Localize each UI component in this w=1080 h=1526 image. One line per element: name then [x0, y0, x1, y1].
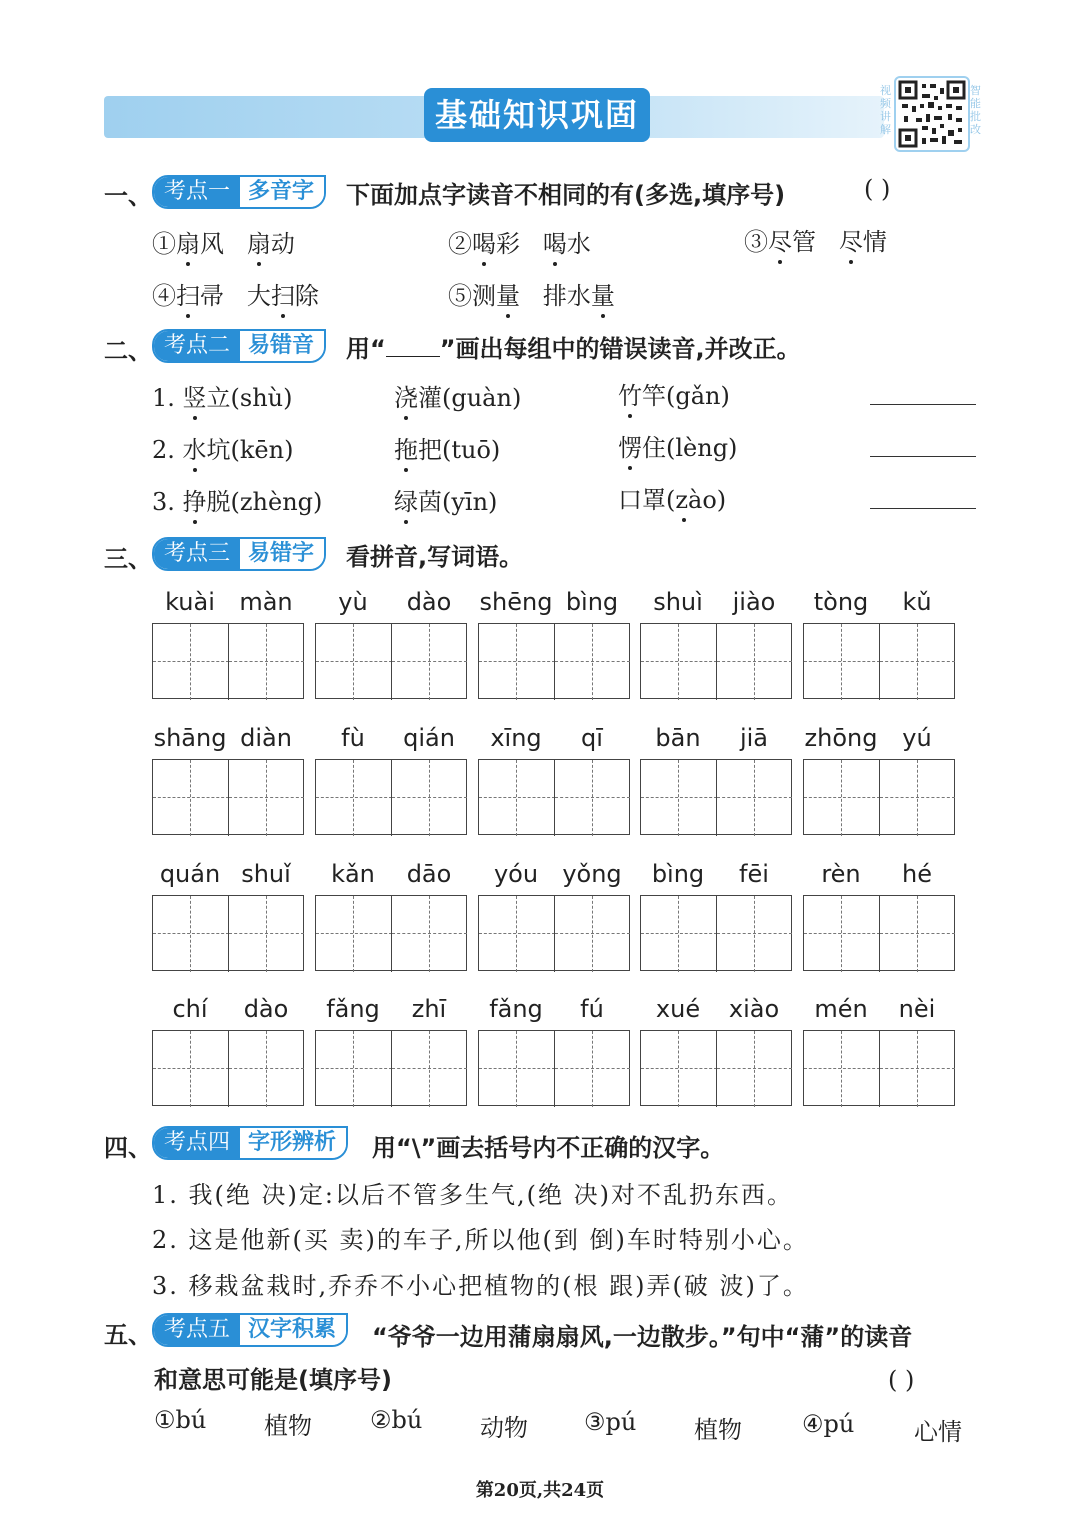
section-1-instruction: 下面加点字读音不相同的有(多选,填序号): [346, 181, 786, 209]
writing-box[interactable]: [640, 1030, 792, 1106]
writing-cell[interactable]: [879, 1031, 955, 1107]
writing-box[interactable]: [315, 895, 467, 971]
pinyin-label: fēi: [739, 860, 769, 888]
writing-box[interactable]: [803, 759, 955, 835]
qr-code-icon: [898, 80, 966, 148]
writing-cell[interactable]: [479, 1031, 555, 1107]
s2-row-2-answer-line[interactable]: [870, 456, 976, 457]
section-5-answer-blank[interactable]: ( ): [888, 1366, 915, 1394]
pinyin-label: jiào: [732, 588, 776, 616]
writing-cell[interactable]: [554, 624, 630, 700]
s4-line-3[interactable]: 3. 移栽盆栽时,乔乔不小心把植物的(根 跟)弄(破 波)了。: [152, 1272, 809, 1300]
writing-cell[interactable]: [391, 624, 467, 700]
s1-item-4: ④扫帚 大扫除: [152, 282, 319, 310]
s2-row-2-c: 愣住(lèng): [618, 434, 738, 462]
s5-option-1-label: ①bú: [154, 1406, 207, 1434]
qr-code[interactable]: [894, 76, 970, 152]
writing-box[interactable]: [315, 759, 467, 835]
s2-row-1-b: 浇灌(guàn): [394, 384, 522, 412]
s5-option-4-label: ④pú: [802, 1410, 855, 1438]
section-5-instruction: “爷爷一边用蒲扇扇风,一边散步。”句中“蒲”的读音: [372, 1323, 913, 1351]
writing-cell[interactable]: [879, 896, 955, 972]
section-5-instruction-line-2: 和意思可能是(填序号): [154, 1366, 392, 1394]
writing-box[interactable]: [640, 623, 792, 699]
s1-item-1: ①扇风 扇动: [152, 230, 295, 258]
section-4-badge: [152, 1126, 348, 1160]
pinyin-label: yǒng: [562, 860, 622, 888]
pinyin-label: jiā: [739, 724, 769, 752]
writing-box[interactable]: [803, 1030, 955, 1106]
s5-option-2-meaning: 动物: [480, 1414, 528, 1442]
badge-key: 考点五: [154, 1315, 240, 1345]
writing-box[interactable]: [315, 623, 467, 699]
section-4-instruction: 用“\”画去括号内不正确的汉字。: [372, 1134, 725, 1162]
writing-box[interactable]: [640, 895, 792, 971]
writing-cell[interactable]: [228, 1031, 304, 1107]
pinyin-label: shēng: [479, 588, 553, 616]
writing-cell[interactable]: [554, 760, 630, 836]
pinyin-label: màn: [239, 588, 293, 616]
s4-line-1[interactable]: 1. 我(绝 决)定:以后不管多生气,(绝 决)对不乱扔东西。: [152, 1181, 793, 1209]
pinyin-label: nèi: [898, 995, 936, 1023]
badge-topic: 汉字积累: [240, 1315, 346, 1345]
writing-box[interactable]: [478, 1030, 630, 1106]
pinyin-label: fù: [341, 724, 365, 752]
writing-box[interactable]: [315, 1030, 467, 1106]
pinyin-label: kuài: [165, 588, 215, 616]
section-5-number: 五、: [104, 1321, 152, 1349]
pinyin-label: diàn: [240, 724, 292, 752]
section-4-number: 四、: [104, 1134, 152, 1162]
pinyin-label: kǔ: [902, 588, 932, 616]
writing-cell[interactable]: [641, 896, 717, 972]
badge-key: 考点二: [154, 331, 240, 361]
writing-cell[interactable]: [153, 760, 229, 836]
writing-cell[interactable]: [716, 896, 792, 972]
badge-key: 考点三: [154, 539, 240, 569]
pinyin-label: yú: [902, 724, 932, 752]
pinyin-label: shāng: [153, 724, 227, 752]
writing-box[interactable]: [152, 895, 304, 971]
writing-cell[interactable]: [716, 624, 792, 700]
writing-cell[interactable]: [716, 1031, 792, 1107]
writing-cell[interactable]: [316, 624, 392, 700]
section-5-badge: [152, 1313, 348, 1347]
writing-cell[interactable]: [391, 760, 467, 836]
writing-cell[interactable]: [804, 760, 880, 836]
pinyin-label: xīng: [490, 724, 542, 752]
s2-row-1-a: 1. 竖立(shù): [152, 384, 293, 412]
pinyin-label: xué: [655, 995, 701, 1023]
pinyin-label: kǎn: [331, 860, 375, 888]
pinyin-label: yóu: [493, 860, 539, 888]
section-1-answer-blank[interactable]: ( ): [864, 175, 891, 203]
pinyin-label: fǎng: [326, 995, 380, 1023]
badge-key: 考点四: [154, 1128, 240, 1158]
writing-box[interactable]: [152, 759, 304, 835]
s2-row-3-answer-line[interactable]: [870, 508, 976, 509]
pinyin-label: rèn: [821, 860, 861, 888]
writing-cell[interactable]: [554, 1031, 630, 1107]
s2-row-1-c: 竹竿(gǎn): [618, 382, 730, 410]
writing-cell[interactable]: [804, 1031, 880, 1107]
pinyin-label: fú: [580, 995, 604, 1023]
writing-cell[interactable]: [879, 624, 955, 700]
writing-cell[interactable]: [479, 896, 555, 972]
badge-topic: 易错音: [240, 331, 324, 361]
badge-topic: 字形辨析: [240, 1128, 346, 1158]
section-2-number: 二、: [104, 337, 152, 365]
section-2-badge: [152, 329, 326, 363]
writing-box[interactable]: [640, 759, 792, 835]
section-1-number: 一、: [104, 182, 152, 210]
writing-cell[interactable]: [641, 1031, 717, 1107]
pinyin-label: tòng: [813, 588, 869, 616]
s1-item-3: ③尽管 尽情: [744, 228, 887, 256]
s2-row-3-c: 口罩(zào): [618, 486, 727, 514]
writing-box[interactable]: [152, 1030, 304, 1106]
writing-box[interactable]: [803, 895, 955, 971]
s2-row-1-answer-line[interactable]: [870, 404, 976, 405]
badge-topic: 多音字: [240, 177, 324, 207]
s2-row-2-a: 2. 水坑(kēn): [152, 436, 294, 464]
pinyin-label: fǎng: [489, 995, 543, 1023]
badge-topic: 易错字: [240, 539, 324, 569]
qr-side-left-label: 视频讲解: [880, 84, 891, 136]
s2-row-3-a: 3. 挣脱(zhèng): [152, 488, 323, 516]
pinyin-label: qián: [403, 724, 455, 752]
writing-cell[interactable]: [228, 624, 304, 700]
s1-item-5: ⑤测量 排水量: [448, 282, 615, 310]
s2-row-3-b: 绿茵(yīn): [394, 488, 498, 516]
pinyin-label: bān: [655, 724, 701, 752]
section-3-number: 三、: [104, 545, 152, 573]
writing-cell[interactable]: [153, 624, 229, 700]
pinyin-label: quán: [159, 860, 221, 888]
section-3-badge: [152, 537, 326, 571]
writing-cell[interactable]: [316, 1031, 392, 1107]
section-3-instruction: 看拼音,写词语。: [346, 543, 524, 571]
pinyin-label: mén: [814, 995, 868, 1023]
s5-option-3-meaning: 植物: [694, 1416, 742, 1444]
writing-cell[interactable]: [879, 760, 955, 836]
writing-cell[interactable]: [228, 896, 304, 972]
writing-cell[interactable]: [316, 760, 392, 836]
pinyin-label: qī: [581, 724, 603, 752]
writing-box[interactable]: [478, 623, 630, 699]
writing-cell[interactable]: [228, 760, 304, 836]
page-title: 基础知识巩固: [424, 88, 650, 142]
pinyin-label: hé: [902, 860, 932, 888]
writing-box[interactable]: [803, 623, 955, 699]
s2-row-2-b: 拖把(tuō): [394, 436, 501, 464]
writing-cell[interactable]: [316, 896, 392, 972]
pinyin-label: shuì: [653, 588, 703, 616]
s1-item-2: ②喝彩 喝水: [448, 230, 591, 258]
writing-cell[interactable]: [479, 624, 555, 700]
writing-box[interactable]: [478, 759, 630, 835]
pinyin-label: dào: [406, 588, 452, 616]
writing-cell[interactable]: [804, 624, 880, 700]
pinyin-label: zhī: [411, 995, 447, 1023]
writing-cell[interactable]: [804, 896, 880, 972]
s4-line-2[interactable]: 2. 这是他新(买 卖)的车子,所以他(到 倒)车时特别小心。: [152, 1226, 809, 1254]
writing-cell[interactable]: [641, 624, 717, 700]
pinyin-label: zhōng: [804, 724, 878, 752]
pinyin-label: dāo: [406, 860, 452, 888]
writing-cell[interactable]: [716, 760, 792, 836]
writing-box[interactable]: [478, 895, 630, 971]
writing-cell[interactable]: [641, 760, 717, 836]
qr-side-right-label: 智能批改: [970, 84, 981, 136]
s5-option-4-meaning: 心情: [914, 1418, 962, 1446]
section-1-badge: [152, 175, 326, 209]
pinyin-label: dào: [243, 995, 289, 1023]
pinyin-label: yù: [338, 588, 368, 616]
pinyin-label: shuǐ: [241, 860, 291, 888]
s5-option-1-meaning: 植物: [264, 1412, 312, 1440]
writing-cell[interactable]: [153, 1031, 229, 1107]
pinyin-label: bìng: [565, 588, 619, 616]
s5-option-3-label: ③pú: [584, 1408, 637, 1436]
section-2-instruction: 用“ ”画出每组中的错误读音,并改正。: [346, 335, 801, 363]
writing-cell[interactable]: [391, 896, 467, 972]
writing-cell[interactable]: [479, 760, 555, 836]
badge-key: 考点一: [154, 177, 240, 207]
pinyin-label: xiào: [728, 995, 780, 1023]
pinyin-label: chí: [172, 995, 208, 1023]
writing-cell[interactable]: [391, 1031, 467, 1107]
pinyin-label: bìng: [651, 860, 705, 888]
writing-cell[interactable]: [153, 896, 229, 972]
page-number: 第20页,共24页: [475, 1480, 605, 1501]
writing-cell[interactable]: [554, 896, 630, 972]
s5-option-2-label: ②bú: [370, 1406, 423, 1434]
writing-box[interactable]: [152, 623, 304, 699]
